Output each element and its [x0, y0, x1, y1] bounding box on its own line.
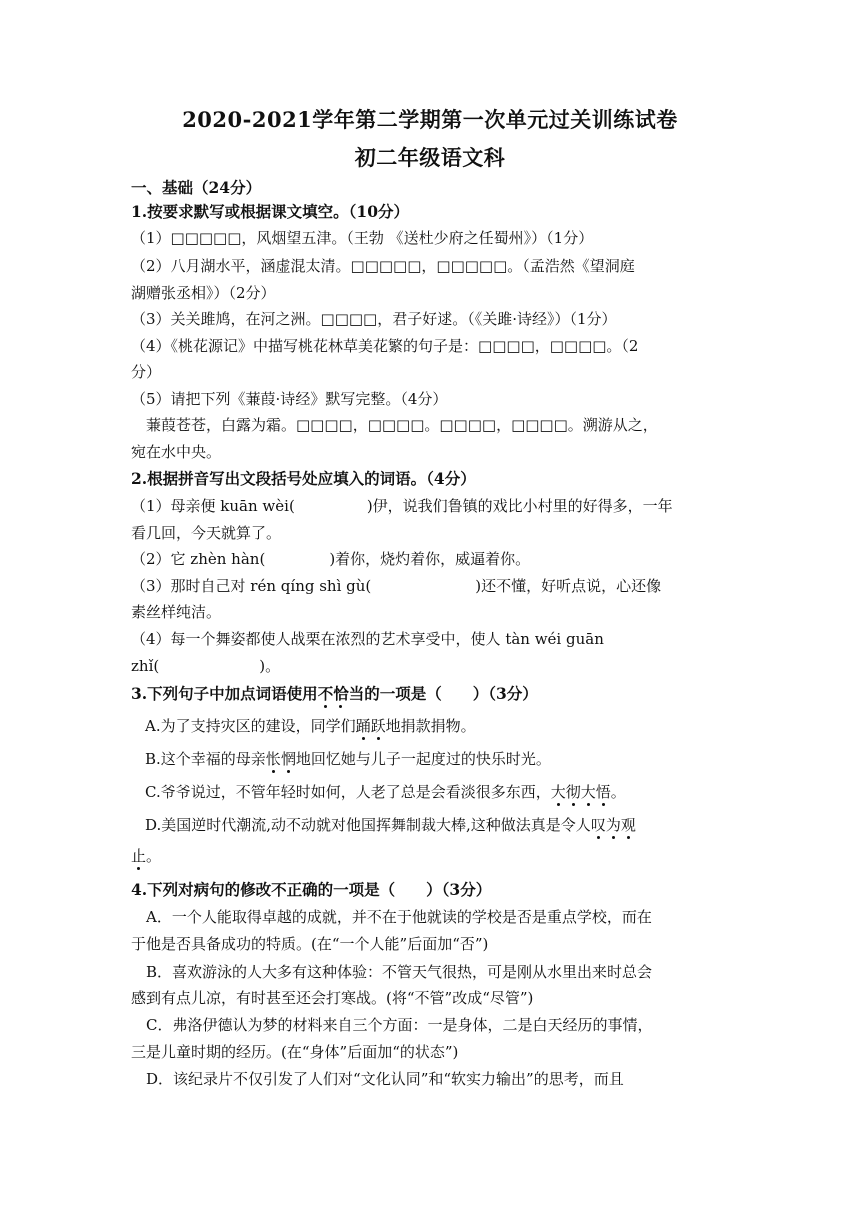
question-2-line: （4）每一个舞姿都使人战栗在浓烈的艺术享受中，使人 tàn wéi guān [131, 630, 604, 648]
dotted-char: 悟 [595, 783, 611, 801]
question-1-line: （1）□□□□□，风烟望五津。（王勃 《送杜少府之任蜀州》）（1分） [131, 229, 594, 247]
option-text: A.为了支持灾区的建设，同学们 [145, 717, 356, 735]
question-2-text: （1）母亲便 kuān wèi( [131, 497, 295, 515]
option-text: D.美国逆时代潮流,动不动就对他国挥舞制裁大棒,这种做法真是令人 [145, 816, 591, 834]
option-text: 地回忆她与儿子一起度过的快乐时光。 [295, 750, 551, 768]
dotted-char: 止 [131, 847, 147, 865]
question-1-line: （4）《桃花源记》中描写桃花林草美花繁的句子是：□□□□，□□□□。（2 [131, 337, 639, 355]
question-1-line: （2）八月湖水平，涵虚混太清。□□□□□，□□□□□。（孟浩然《望洞庭 [131, 257, 635, 275]
question-4-heading: 4.下列对病句的修改不正确的一项是（ ）（3分） [131, 880, 492, 899]
option-d-continued [131, 846, 161, 866]
question-1-line: 分） [131, 363, 162, 381]
question-3-heading [131, 684, 538, 704]
dotted-char: 跃 [370, 717, 386, 735]
question-2-text: )伊，说我们鲁镇的戏比小村里的好得多，一年 [366, 497, 673, 515]
option-b-continued: 感到有点儿凉，有时甚至还会打寒战。(将“不管”改成“尽管”) [131, 989, 534, 1007]
question-2-text: )还不懂，好听点说，心还像 [475, 577, 662, 595]
question-2-line: 看几回，今天就算了。 [131, 524, 282, 542]
exam-subtitle: 初二年级语文科 [354, 145, 506, 170]
question-2-heading: 2.根据拼音写出文段括号处应填入的词语。（4分） [131, 469, 476, 488]
heading-text: 当的一项是（ ）（3分） [348, 684, 538, 703]
option-text: 地捐款捐物。 [385, 717, 476, 735]
question-2-text: )着你，烧灼着你，威逼着你。 [329, 550, 531, 568]
dotted-char: 不 [317, 684, 334, 703]
question-1-line: （5）请把下列《蒹葭·诗经》默写完整。（4分） [131, 390, 448, 408]
dotted-char: 彻 [565, 783, 581, 801]
heading-text: 3.下列句子中加点词语使用 [131, 684, 318, 703]
dotted-char: 恰 [333, 684, 349, 703]
question-2-line [131, 549, 530, 569]
option-b[interactable]: B．喜欢游泳的人大多有这种体验：不管天气很热，可是刚从水里出来时总会 [131, 963, 653, 981]
dotted-char: 大 [580, 783, 596, 801]
question-1-line: 蒹葭苍苍，白露为霜。□□□□，□□□□。□□□□，□□□□。溯游从之， [131, 416, 658, 434]
question-2-text: （2）它 zhèn hàn( [131, 550, 266, 568]
exam-title: 2020-2021学年第二学期第一次单元过关训练试卷 [182, 107, 678, 132]
option-text: B.这个幸福的母亲 [145, 750, 266, 768]
question-2-line [131, 576, 661, 596]
dotted-char: 叹 [590, 816, 606, 834]
option-a[interactable]: A．一个人能取得卓越的成就，并不在于他就读的学校是否是重点学校，而在 [131, 908, 652, 926]
option-a-continued: 于他是否具备成功的特质。(在“一个人能”后面加“否”) [131, 935, 489, 953]
question-1-line: 宛在水中央。 [131, 443, 222, 461]
option-a[interactable] [145, 716, 476, 736]
question-2-text: )。 [259, 657, 281, 675]
dotted-char: 怅 [265, 750, 281, 768]
question-2-line: 素丝样纯洁。 [131, 603, 222, 621]
dotted-char: 观 [620, 816, 636, 834]
question-1-heading: 1.按要求默写或根据课文填空。（10分） [131, 202, 410, 221]
option-c-continued: 三是儿童时期的经历。(在“身体”后面加“的状态”) [131, 1043, 459, 1061]
option-d[interactable]: D．该纪录片不仅引发了人们对“文化认同”和“软实力输出”的思考，而且 [131, 1070, 624, 1088]
option-c[interactable]: C．弗洛伊德认为梦的材料来自三个方面：一是身体，二是白天经历的事情， [131, 1016, 653, 1034]
question-2-line [131, 496, 673, 516]
option-text: 。 [610, 783, 626, 801]
option-text: 。 [146, 847, 162, 865]
dotted-char: 为 [605, 816, 621, 834]
question-1-line: 湖赠张丞相》）（2分） [131, 284, 276, 302]
dotted-char: 大 [550, 783, 566, 801]
dotted-char: 踊 [355, 717, 371, 735]
option-c[interactable] [145, 782, 626, 802]
option-text: C.爷爷说过，不管年轻时如何，人老了总是会看淡很多东西， [145, 783, 551, 801]
question-2-line [131, 656, 280, 676]
option-b[interactable] [145, 749, 551, 769]
option-d[interactable] [145, 815, 636, 835]
question-1-line: （3）关关雎鸠，在河之洲。□□□□，君子好逑。（《关雎·诗经》）（1分） [131, 310, 617, 328]
question-2-text: zhǐ( [131, 657, 160, 675]
question-2-text: （3）那时自己对 rén qíng shì gù( [131, 577, 372, 595]
section-heading: 一、基础（24分） [131, 178, 262, 197]
dotted-char: 惘 [280, 750, 296, 768]
